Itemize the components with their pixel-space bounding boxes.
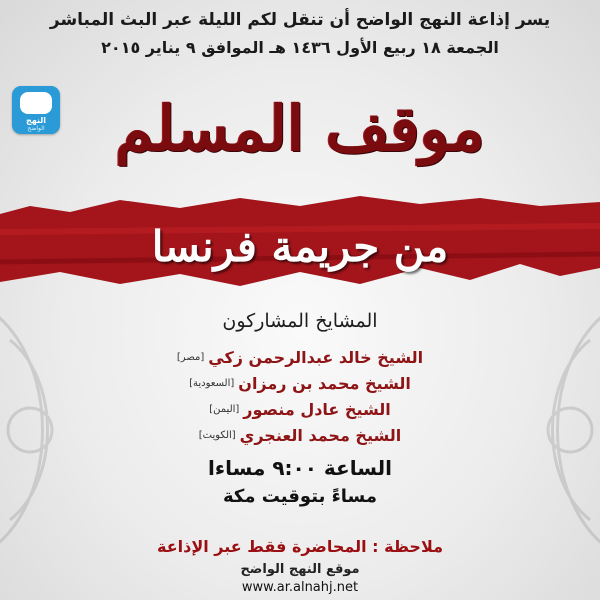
logo-brand-text: النهج [25,116,47,125]
note-line: ملاحظة : المحاضرة فقط عبر الإذاعة [156,537,443,556]
shaykh-name: الشيخ عادل منصور [243,399,391,419]
shaykh-country: [الكويت] [198,429,236,441]
shaykh-name: الشيخ محمد بن رمزان [238,373,411,393]
shaykhs-heading: المشايخ المشاركون [222,310,378,332]
shaykh-country: [مصر] [176,351,205,363]
shaykh-row [0,396,600,422]
announcement-date-line: الجمعة ١٨ ربيع الأول ١٤٣٦ هـ الموافق ٩ يناير ٢٠١٥ [101,38,499,57]
event-time: الساعة ٩:٠٠ مساءا [208,456,392,480]
shaykh-name: الشيخ محمد العنجري [239,425,402,445]
announcement-line-1: يسر إذاعة النهج الواضح أن تنقل لكم الليلة عبر البث المباشر [49,10,551,30]
shaykh-country: [السعودية] [189,377,235,389]
shaykh-country: [اليمن] [209,403,240,415]
shaykh-row [0,422,600,448]
event-timezone: مساءً بتوقيت مكة [222,486,378,507]
shaykh-row [0,370,600,396]
site-name: موقع النهج الواضح [240,562,360,577]
subtitle: من جريمة فرنسا [151,222,449,271]
shaykh-name: الشيخ خالد عبدالرحمن زكي [208,347,424,367]
shaykh-list [0,344,600,448]
site-url-link[interactable]: www.ar.alnahj.net [241,580,359,595]
logo-sub-text: الواضح [27,125,45,132]
main-title: موقف المسلم [115,92,485,165]
shaykh-row [0,344,600,370]
